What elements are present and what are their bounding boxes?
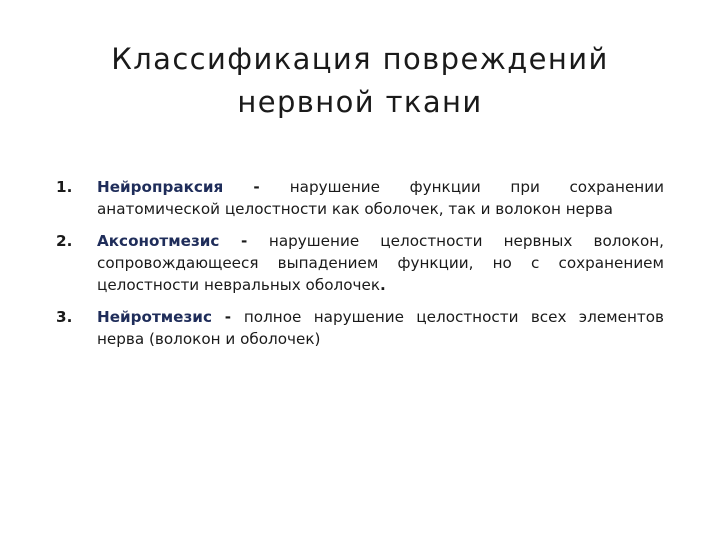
list-item-dash: - [211,308,244,326]
list-item-term: Нейротмезис [97,308,212,326]
list-item-number: 3. [56,308,73,326]
list-item-term: Аксонотмезис [97,232,220,250]
list-item-neurotmesis [56,306,664,350]
list-item-text: полное нарушение целостности всех элементов нерва (волокон и оболочек) [97,308,664,348]
list-item-dash: - [223,178,290,196]
slide-title: Классификация повреждений нервной ткани [111,42,609,119]
list-item-number: 2. [56,232,73,250]
list-item-dash: - [219,232,269,250]
list-item-number: 1. [56,178,73,196]
list-item-axonotmesis [56,230,664,296]
list-item-text: нарушение функции при сохранении анатомической целостности как оболочек, так и волокон нерва [97,178,664,218]
list-item-term: Нейропраксия [97,178,224,196]
list-item-end: . [380,276,386,294]
list-item-text: нарушение целостности нервных волокон, сопровождающееся выпадением функции, но с сохранением целостности невральных оболочек [97,232,664,294]
list-item-neurapraxia [56,176,664,220]
classification-list [56,176,664,360]
